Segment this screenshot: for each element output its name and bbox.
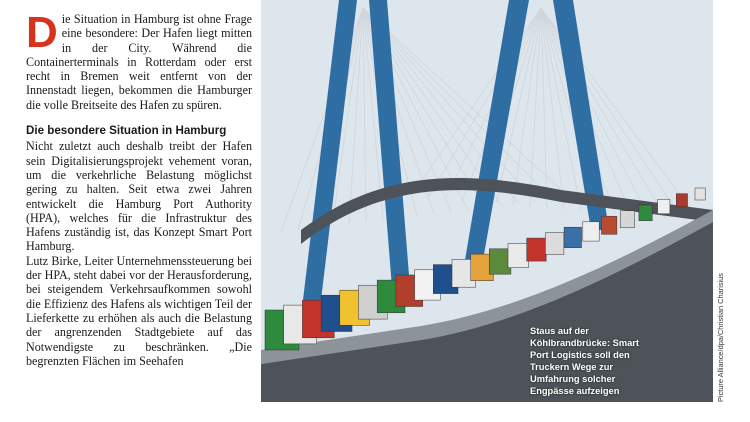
article-paragraph-1 [26,8,252,112]
article-paragraph-2: Nicht zuletzt auch deshalb treibt der Hafen sein Digitalisierungsprojekt vehement voran, um die verkehrliche Belastung möglichst gering zu halten. Seit etwa zwei Jahren entwickelt die Hamburg Port Authority (HPA), welches für die Infrastruktur des Hafens zuständig ist, das Konzept Smart Port Hamburg. [26,139,252,254]
truck [695,188,705,200]
truck [545,233,564,255]
truck [676,194,687,207]
paragraph-1-text: ie Situation in Hamburg ist ohne Frage eine besondere: Der Hafen liegt mitten in der City. Während die Containerterminals in Rotterdam oder erst recht in Bremen weit entfernt von der Innenstadt liegen, bekommen die Hamburger die volle Breitseite des Hafen zu spüren. [26,12,252,112]
truck [489,249,511,274]
truck [583,222,599,241]
truck [527,238,547,261]
truck [564,227,581,248]
truck [620,211,634,228]
article-paragraph-3: Lutz Birke, Leiter Unternehmenssteuerung bei der HPA, steht dabei vor der Herausforderung, bei steigendem Verkehrsaufkommen sowohl die Effizienz des Hafens als wichtigen Teil der Lieferkette zu erhöhen als auch die Belastung der angrenzenden Stadtgebiete auf das Notwendigste zu beschränken. „Die begrenzten Flächen im Seehafen [26,253,252,368]
drop-cap: D [26,8,58,57]
article-subheading: Die besondere Situation in Hamburg [26,124,227,138]
truck [658,199,670,213]
photo-credit: Picture Alliance/dpa/Christian Charisius [716,273,725,402]
photo-caption: Staus auf der Köhlbrandbrücke: Smart Port Logistics soll den Truckern Wege zur Umfahrung solcher Engpässe aufzeigen [530,326,639,396]
truck [508,244,529,268]
truck [639,205,652,221]
article-text-column [26,8,252,368]
truck [602,216,617,234]
